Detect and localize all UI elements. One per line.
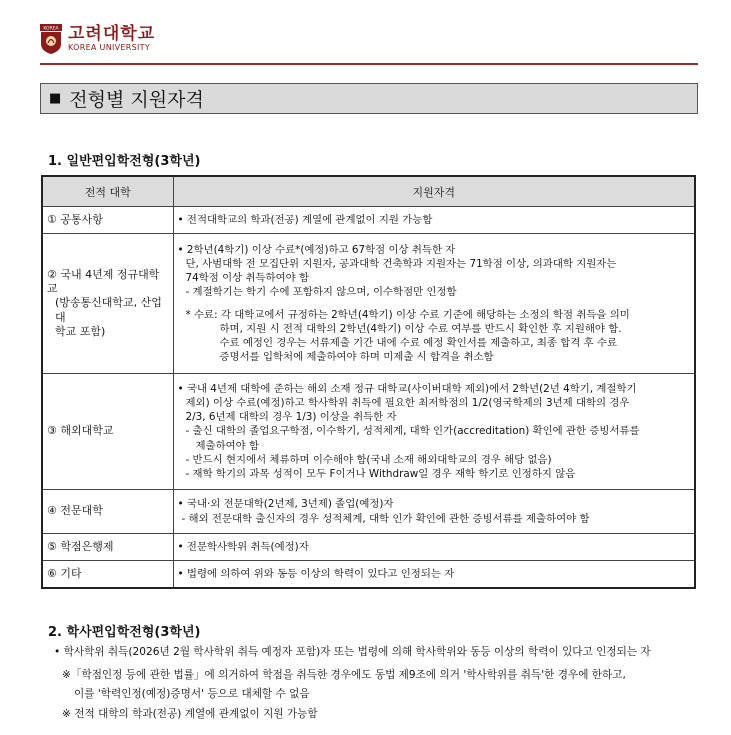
category-label: ① 공통사항 xyxy=(47,212,103,226)
eligibility-table xyxy=(41,175,696,589)
requirement-line: 단, 사범대학 전 모집단위 지원자, 공과대학 건축학과 지원자는 71학점 이상, 의과대학 지원자는 xyxy=(185,257,617,270)
requirement-line: • 국내 4년제 대학에 준하는 해외 소재 정규 대학교(사이버대학 제외)에서 2학년(2년 4학기, 계절학기 xyxy=(177,382,637,395)
row-category xyxy=(42,534,173,561)
category-label: ③ 해외대학교 xyxy=(47,424,114,438)
requirement-line: 하며, 지원 시 전적 대학의 2학년(4학기) 이상 수료 여부를 반드시 확인한 후 지원해야 함. xyxy=(219,322,622,335)
category-label: ⑥ 기타 xyxy=(47,566,82,580)
requirement-line: • 전문학사학위 취득(예정)자 xyxy=(177,540,309,553)
category-label: ④ 전문대학 xyxy=(47,504,103,518)
requirement-line: • 전적대학교의 학과(전공) 계열에 관계없이 지원 가능함 xyxy=(177,213,433,226)
header-prior-school: 전적 대학 xyxy=(42,176,173,207)
category-label: 학교 포함) xyxy=(55,324,106,338)
requirement-line: - 해외 전문대학 출신자의 경우 성적체계, 대학 인가 확인에 관한 증빙서류를 제출하여야 함 xyxy=(181,512,590,525)
requirement-line: - 반드시 현지에서 체류하며 이수해야 함(국내 소재 해외대학교의 경우 해당 없음) xyxy=(185,453,552,466)
section-title: 전형별 지원자격 xyxy=(69,89,204,111)
requirement-line: 2/3, 6년제 대학의 경우 1/3) 이상을 취득한 자 xyxy=(185,411,397,424)
university-logo xyxy=(40,24,155,54)
requirement-line: - 재학 학기의 과목 성적이 모두 F이거나 Withdraw일 경우 재학 학기로 인정하지 않음 xyxy=(185,468,576,480)
requirement-line: 74학점 이상 취득하여야 함 xyxy=(185,272,310,285)
seal-text: KOREA xyxy=(43,26,59,32)
category-label: ⑤ 학점은행제 xyxy=(47,539,114,553)
header-eligibility: 지원자격 xyxy=(173,176,695,207)
row-category xyxy=(42,490,173,534)
table-header-row xyxy=(42,176,695,207)
requirement-line: 수료 예정인 경우는 서류제출 기간 내에 수료 예정 확인서를 제출하고, 최종 합격 후 수료 xyxy=(219,336,618,349)
row-requirements xyxy=(173,490,695,534)
requirement-line: * 수료: 각 대학교에서 규정하는 2학년(4학기) 이상 수료 기준에 해당하는 소정의 학점 취득을 의미 xyxy=(185,308,630,321)
note-line: ※ 전적 대학의 학과(전공) 계열에 관계없이 지원 가능함 xyxy=(62,708,318,720)
row-requirements xyxy=(173,561,695,588)
requirement-line: • 2학년(4학기) 이상 수료*(예정)하고 67학점 이상 취득한 자 xyxy=(177,243,456,256)
row-category xyxy=(42,561,173,588)
category-label: (방송통신대학교, 산업대 xyxy=(55,296,162,324)
row-requirements xyxy=(173,534,695,561)
row-category xyxy=(42,207,173,234)
requirement-line: • 법령에 의하여 위와 동등 이상의 학력이 있다고 인정되는 자 xyxy=(177,567,455,580)
section-heading xyxy=(40,83,698,114)
row-category xyxy=(42,234,173,374)
row-requirements xyxy=(173,207,695,234)
requirement-line: 증명서를 입학처에 제출하여야 하며 미제출 시 합격을 취소함 xyxy=(219,351,494,364)
table-row xyxy=(42,490,695,534)
note-line: ※「학점인정 등에 관한 법률」에 의거하여 학점을 취득한 경우에도 동법 제9조에 의거 '학사학위를 취득'한 경우에 한하고, xyxy=(62,669,626,681)
table-row xyxy=(42,561,695,588)
note-line: 이를 '학력인정(예정)증명서' 등으로 대체할 수 없음 xyxy=(74,688,310,700)
table-row xyxy=(42,374,695,490)
table-row xyxy=(42,207,695,234)
requirement-line: 제외) 이상 수료(예정)하고 학사학위 취득에 필요한 최저학점의 1/2(영국학제의 3년제 대학의 경우 xyxy=(185,396,630,409)
requirement-line: - 출신 대학의 졸업요구학점, 이수학기, 성적체계, 대학 인가(accreditation) 확인에 관한 증빙서류를 xyxy=(185,425,640,438)
bachelor-requirement-line: • 학사학위 취득(2026년 2월 학사학위 취득 예정자 포함)자 또는 법령에 의해 학사학위와 동등 이상의 학력이 있다고 인정되는 자 xyxy=(54,646,651,658)
category-label: ② 국내 4년제 정규대학교 xyxy=(47,267,160,296)
requirement-line: • 국내·외 전문대학(2년제, 3년제) 졸업(예정)자 xyxy=(177,498,394,511)
square-bullet-icon: ■ xyxy=(49,91,62,106)
logo-korean-name: 고려대학교 xyxy=(68,24,156,44)
requirement-line: 제출하여야 함 xyxy=(195,439,260,452)
table-row xyxy=(42,534,695,561)
subsection-2-title: 2. 학사편입학전형(3학년) xyxy=(48,625,201,640)
subsection-1-title: 1. 일반편입학전형(3학년) xyxy=(48,154,201,169)
university-seal-icon xyxy=(40,24,62,54)
table-row xyxy=(42,234,695,374)
row-category xyxy=(42,374,173,490)
row-requirements xyxy=(173,374,695,490)
row-requirements xyxy=(173,234,695,374)
header-divider xyxy=(40,63,698,65)
requirement-line: - 계절학기는 학기 수에 포함하지 않으며, 이수학점만 인정함 xyxy=(185,286,457,299)
logo-english-name: KOREA UNIVERSITY xyxy=(68,43,151,52)
